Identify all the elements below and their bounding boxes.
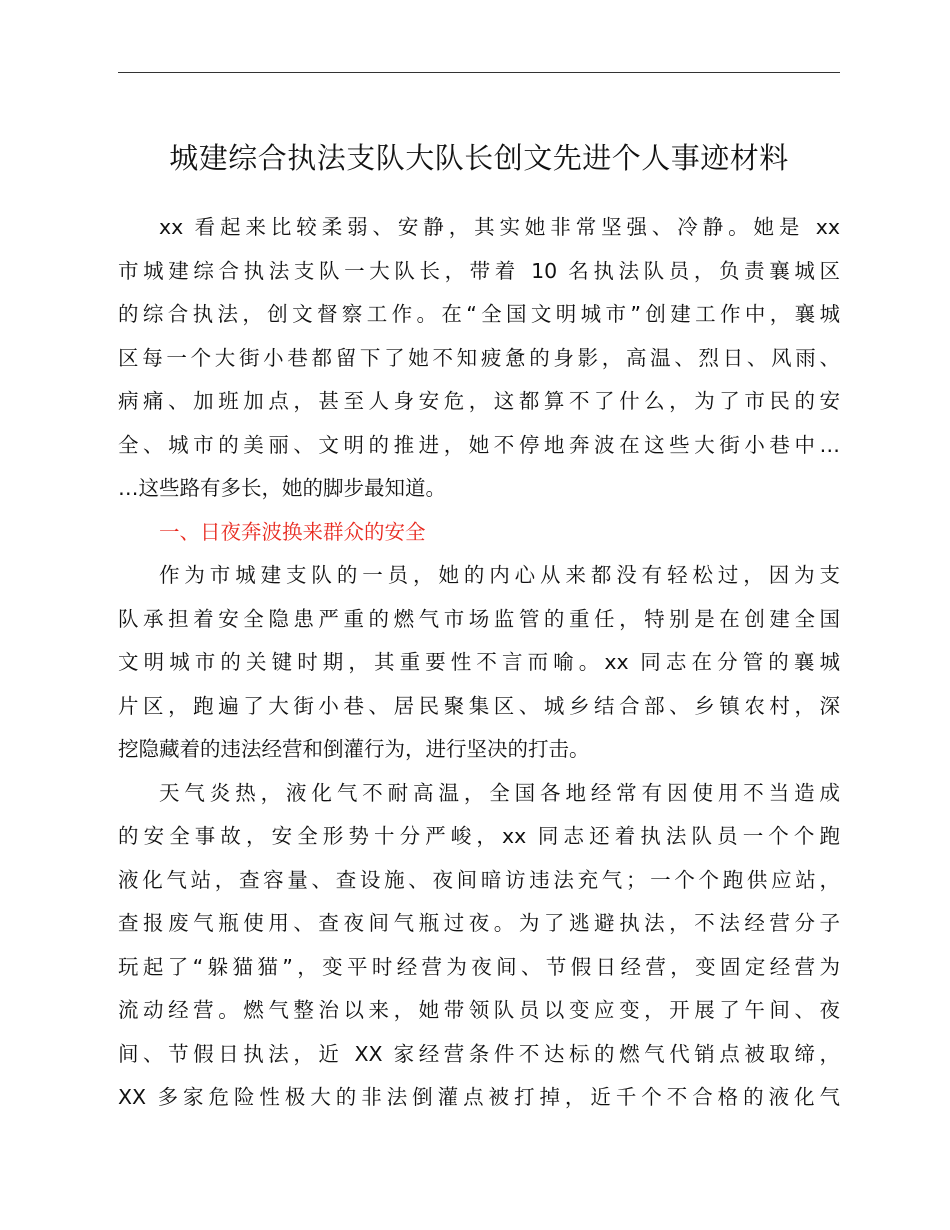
- text-line: …这些路有多长，她的脚步最知道。: [118, 476, 446, 500]
- paragraph-section-1: [118, 554, 840, 772]
- text-line: 查报废气瓶使用、查夜间气瓶过夜。为了逃避执法，不法经营分子: [118, 911, 840, 935]
- page-title: 城建综合执法支队大队长创文先进个人事迹材料: [169, 141, 789, 175]
- text-line: 市城建综合执法支队一大队长，带着 10 名执法队员，负责襄城区: [118, 258, 840, 283]
- text-line: 的综合执法，创文督察工作。在“全国文明城市”创建工作中，襄城: [118, 302, 840, 326]
- text-line: 天气炎热，液化气不耐高温，全国各地经常有因使用不当造成: [159, 780, 840, 805]
- text-line: 的安全事故，安全形势十分严峻，xx 同志还着执法队员一个个跑: [118, 824, 840, 848]
- body-text: [118, 206, 840, 1120]
- text-line: 液化气站，查容量、查设施、夜间暗访违法充气；一个个跑供应站，: [118, 867, 840, 892]
- text-line: 文明城市的关键时期，其重要性不言而喻。xx 同志在分管的襄城: [118, 650, 840, 674]
- text-line: 病痛、加班加点，甚至人身安危，这都算不了什么，为了市民的安: [118, 389, 840, 413]
- text-line: 片区，跑遍了大街小巷、居民聚集区、城乡结合部、乡镇农村，深: [118, 693, 840, 718]
- text-line: 玩起了“躲猫猫”，变平时经营为夜间、节假日经营，变固定经营为: [118, 954, 840, 979]
- paragraph-intro: [118, 206, 840, 511]
- text-line: 挖隐藏着的违法经营和倒灌行为，进行坚决的打击。: [118, 737, 590, 761]
- text-line: 队承担着安全隐患严重的燃气市场监管的重任，特别是在创建全国: [118, 606, 840, 631]
- header-rule: [118, 72, 840, 73]
- text-line: 全、城市的美丽、文明的推进，她不停地奔波在这些大街小巷中…: [118, 432, 840, 457]
- text-line: 间、节假日执法，近 XX 家经营条件不达标的燃气代销点被取缔，: [118, 1041, 840, 1066]
- text-line: 作为市城建支队的一员，她的内心从来都没有轻松过，因为支: [159, 563, 840, 587]
- text-line: 区每一个大街小巷都留下了她不知疲惫的身影，高温、烈日、风雨、: [118, 345, 840, 370]
- text-line: 流动经营。燃气整治以来，她带领队员以变应变，开展了午间、夜: [118, 998, 840, 1022]
- section-heading: 一、日夜奔波换来群众的安全: [159, 519, 426, 544]
- paragraph-section-2: [118, 772, 840, 1120]
- text-line: XX 多家危险性极大的非法倒灌点被打掉，近千个不合格的液化气: [118, 1085, 840, 1109]
- text-line: xx 看起来比较柔弱、安静，其实她非常坚强、冷静。她是 xx: [159, 215, 840, 239]
